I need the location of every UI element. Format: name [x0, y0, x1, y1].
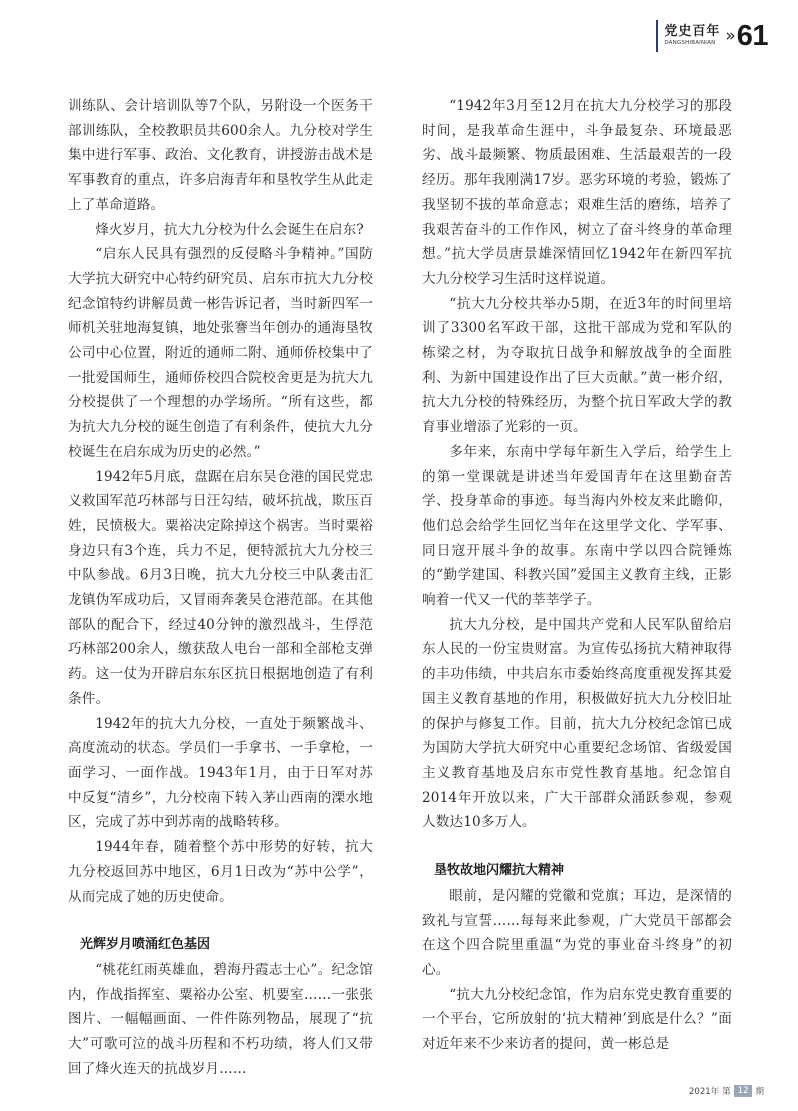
left-column	[68, 94, 373, 1081]
page-footer	[689, 1085, 764, 1097]
magazine-column-title: 党史百年	[664, 24, 721, 40]
paragraph: 1944年春，随着整个苏中形势的好转，抗大九分校返回苏中地区，6月1日改为“苏中公学”，从而完成了她的历史使命。	[68, 839, 373, 905]
page-number: 61	[736, 19, 768, 52]
section-heading: 光辉岁月喷涌红色基因	[80, 937, 211, 953]
paragraph: 抗大九分校，是中国共产党和人民军队留给启东人民的一份宝贵财富。为宣传弘扬抗大精神取得的丰功伟绩，中共启东市委始终高度重视发挥其爱国主义教育基地的作用，积极做好抗大九分校旧址的保护与修复工作。目前，抗大九分校纪念馆已成为国防大学抗大研究中心重要纪念场馆、省级爱国主义教育基地及启东市党性教育基地。纪念馆自2014年开放以来，广大干部群众涌跃参观，参观人数达10多万人。	[422, 616, 732, 831]
paragraph: 1942年5月底，盘踞在启东吴仓港的国民党忠义救国军范巧林部与日汪勾结，破坏抗战，欺压百姓，民愤极大。粟裕决定除掉这个祸害。当时粟裕身边只有3个连，兵力不足，便特派抗大九分校三中队参战。6月3日晚，抗大九分校三中队袭击汇龙镇伪军成功后，又冒雨奔袭吴仓港范部。在其他部队的配合下，经过40分钟的激烈战斗，生俘范巧林部200余人，缴获敌人电台一部和全部枪支弹药。这一仗为开辟启东东区抗日根据地创造了有利条件。	[68, 468, 373, 707]
footer-issue-prefix: 第	[722, 1087, 731, 1097]
paragraph: “1942年3月至12月在抗大九分校学习的那段时间，是我革命生涯中，斗争最复杂、环境最恶劣、战斗最频繁、物质最困难、生活最艰苦的一段经历。那年我刚满17岁。恶劣环境的考验，锻炼了我坚韧不拔的革命意志；艰难生活的磨练，培养了我艰苦奋斗的工作作风，树立了奋斗终身的革命理想。”抗大学员唐景雄深情回忆1942年在新四军抗大九分校学习生活时这样说道。	[422, 98, 732, 287]
section-heading: 垦牧故地闪耀抗大精神	[434, 863, 565, 879]
right-column	[422, 94, 732, 1057]
paragraph: 多年来，东南中学每年新生入学后，给学生上的第一堂课就是讲述当年爱国青年在这里勤奋苦学、投身革命的事迹。每当海内外校友来此瞻仰，他们总会给学生回忆当年在这里学文化、学军事、同日寇开展斗争的故事。东南中学以四合院锤炼的“勤学建国、科教兴国”爱国主义教育主线，正影响着一代又一代的莘莘学子。	[422, 443, 732, 609]
paragraph: 烽火岁月，抗大九分校为什么会诞生在启东?	[95, 221, 364, 238]
paragraph: “抗大九分校纪念馆，作为启东党史教育重要的一个平台，它所放射的‘抗大精神’到底是什么？”面对近年来不少来访者的提问，黄一彬总是	[422, 986, 732, 1053]
footer-issue-number: 12	[734, 1085, 753, 1097]
header-divider	[656, 20, 658, 52]
paragraph: “启东人民具有强烈的反侵略斗争精神。”国防大学抗大研究中心特约研究员、启东市抗大九分校纪念馆特约讲解员黄一彬告诉记者，当时新四军一师机关驻地海复镇，地处张謇当年创办的通海垦牧公司中心位置，附近的通师二附、通师侨校集中了一批爱国师生，通师侨校四合院校舍更是为抗大九分校提供了一个理想的办学场所。“所有这些，都为抗大九分校的诞生创造了有利条件，使抗大九分校诞生在启东成为历史的必然。”	[68, 246, 373, 460]
paragraph: “桃花红雨英雄血，碧海丹霞志士心”。纪念馆内，作战指挥室、粟裕办公室、机要室……一张张图片、一幅幅画面、一件件陈列物品，展现了“抗大”可歌可泣的战斗历程和不朽功绩，将人们又带回了烽火连天的抗战岁月……	[68, 961, 373, 1077]
page-header	[656, 18, 768, 54]
section-gap	[68, 909, 373, 933]
magazine-masthead	[664, 25, 720, 47]
paragraph: 训练队、会计培训队等7个队，另附设一个医务干部训练队，全校教职员共600余人。九分校对学生集中进行军事、政治、文化教育，讲授游击战术是军事教育的重点，许多启海青年和垦牧学生从此走上了革命道路。	[68, 98, 373, 213]
footer-year: 2021年	[689, 1087, 720, 1097]
paragraph: “抗大九分校共举办5期，在近3年的时间里培训了3300名军政干部，这批干部成为党和军队的栋梁之材，为夺取抗日战争和解放战争的全面胜利、为新中国建设作出了巨大贡献。”黄一彬介绍，抗大九分校的特殊经历，为整个抗日军政大学的教育事业增添了光彩的一页。	[422, 295, 732, 436]
paragraph: 1942年的抗大九分校，一直处于频繁战斗、高度流动的状态。学员们一手拿书、一手拿枪，一面学习、一面作战。1943年1月，由于日军对苏中反复“清乡”，九分校南下转入茅山西南的溧水地区，完成了苏中到苏南的战略转移。	[68, 715, 373, 831]
chevron-right-icon: »	[725, 26, 736, 46]
paragraph: 眼前，是闪耀的党徽和党旗；耳边，是深情的致礼与宣誓……每每来此参观，广大党员干部都会在这个四合院里重温“为党的事业奋斗终身”的初心。	[422, 887, 732, 978]
magazine-column-pinyin: DANGSHIBAINIAN	[664, 40, 716, 47]
section-gap	[422, 835, 732, 859]
footer-issue-suffix: 期	[755, 1087, 764, 1097]
